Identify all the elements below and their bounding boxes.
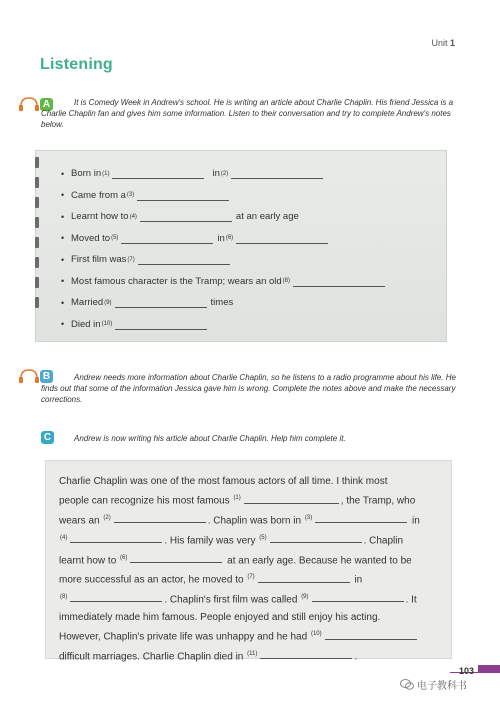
page-accent-bar [478, 665, 500, 672]
section-c-marker [41, 431, 54, 444]
note-item-1: • Born in (1) in (2) [61, 163, 387, 185]
wechat-icon [400, 679, 414, 690]
section-b-badge: B [40, 370, 53, 383]
note-item-7: • Married (9) times [61, 297, 234, 309]
page-accent-line [450, 672, 500, 673]
article-blank-8[interactable] [70, 591, 162, 602]
article-blank-11[interactable] [260, 648, 352, 659]
blank-7[interactable] [138, 254, 230, 265]
notes-list [61, 163, 387, 335]
blank-2[interactable] [231, 168, 323, 179]
article-blank-3[interactable] [315, 512, 407, 523]
note-item-5: • First film was (7) [61, 249, 387, 271]
note-item-4: • Moved to (5) in (6) [61, 228, 387, 250]
article-blank-4[interactable] [70, 532, 162, 543]
page-number: 103 [458, 666, 474, 676]
headphones-icon [18, 368, 40, 384]
section-c-badge: C [41, 431, 54, 444]
blank-6[interactable] [236, 233, 328, 244]
article-blank-7[interactable] [258, 572, 350, 583]
section-a-instruction: It is Comedy Week in Andrew's school. He is writing an article about Charlie Chaplin. His friend Jessica is a Charlie Chaplin fan and gives him some information. Listen to their conversation and try to complete Andrew's notes below. [41, 98, 454, 129]
notes-panel [35, 150, 447, 342]
note-item-6: • Most famous character is the Tramp; wears an old (8) [61, 271, 387, 293]
note-item-2: • Came from a (3) [61, 185, 387, 207]
article-blank-10[interactable] [325, 629, 417, 640]
blank-8[interactable] [293, 276, 385, 287]
spiral-binding [35, 157, 41, 317]
section-c-instruction: Andrew is now writing his article about Charlie Chaplin. Help him complete it. [74, 434, 346, 443]
article-text: Charlie Chaplin was one of the most famous actors of all time. I think most people can recognize his most famous $^{(1)}$ , the Tramp, who wears an $^{(2)}$ . Chaplin was born in $^{(3)}$ in $^{(4)}$ . His family was very $^{(5)}$ . Chaplin learnt how to $^{(6)}$ at an early age. Because he wanted to be more successful as an actor, he moved to $^{(7)}$ in $^{(8)}$ . Chaplin's first film was called $^{(9)}$ . It immediately made him famous. People enjoyed and still enjoy his acting. However, Chaplin's private life was unhappy and he had $^{(10)}$ difficult marriages. Charlie Chaplin died in $^{(11)}$ . [59, 476, 420, 663]
blank-1[interactable] [112, 168, 204, 179]
headphones-icon [18, 96, 40, 112]
note-item-3: • Learnt how to (4) at an early age [61, 211, 299, 223]
article-blank-6[interactable] [130, 552, 222, 563]
page-title: Listening [40, 56, 113, 73]
note-item-8: • Died in (10) [61, 314, 387, 336]
section-b-instruction: Andrew needs more information about Charlie Chaplin, so he listens to a radio programme about his life. He finds out that some of the information Jessica gave him is wrong. Complete the notes above and make the necessary corrections. [41, 373, 456, 404]
blank-9[interactable] [115, 297, 207, 308]
article-panel [45, 460, 452, 663]
blank-3[interactable] [137, 190, 229, 201]
article-blank-5[interactable] [270, 532, 362, 543]
blank-5[interactable] [121, 233, 213, 244]
section-a-badge: A [40, 98, 53, 111]
blank-10[interactable] [115, 319, 207, 330]
article-blank-9[interactable] [312, 591, 404, 602]
article-blank-2[interactable] [114, 512, 206, 523]
watermark-text: 电子教科书 [417, 681, 467, 692]
blank-4[interactable] [140, 211, 232, 222]
watermark [400, 677, 467, 692]
unit-label: Unit 1 [431, 38, 455, 48]
article-blank-1[interactable] [244, 493, 339, 504]
